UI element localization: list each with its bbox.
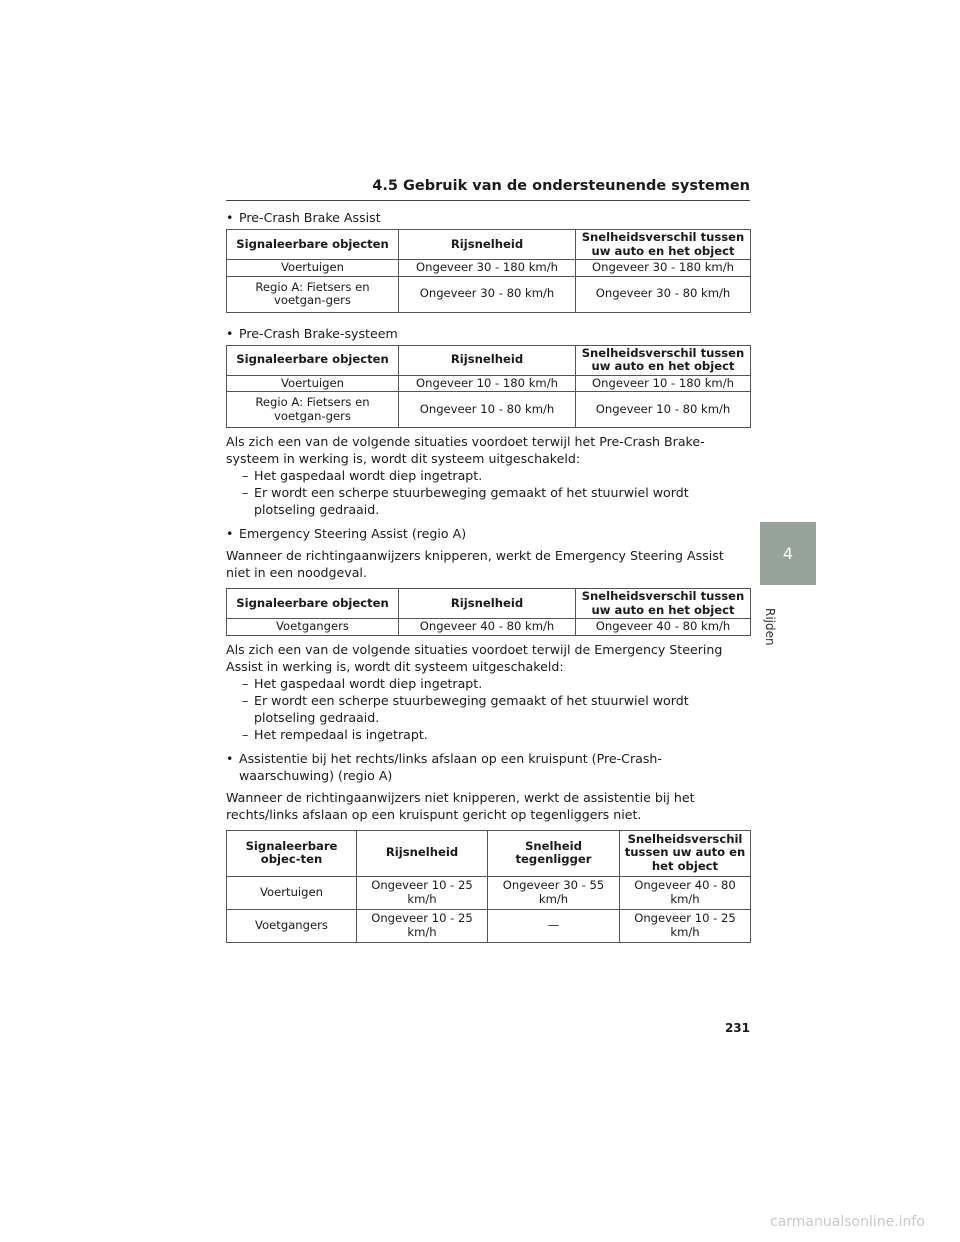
bullet-afslaan-assistentie: • Assistentie bij het rechts/links afslaan op een kruispunt (Pre-Crash-waarschuwing) (regio A) — [226, 750, 750, 784]
dash-mark: – — [242, 692, 249, 708]
table-header: Signaleerbare objecten — [227, 589, 399, 619]
table-cell: Ongeveer 30 - 80 km/h — [576, 276, 751, 312]
table-row — [227, 276, 751, 312]
table-header: Rijsnelheid — [399, 589, 576, 619]
table-cell: Voertuigen — [227, 876, 357, 909]
bullet-pre-crash-brake-systeem: • Pre-Crash Brake-systeem — [226, 325, 750, 342]
bullet-emergency-steering-assist: • Emergency Steering Assist (regio A) — [226, 525, 750, 542]
table-header-row — [227, 230, 751, 260]
table-header: Snelheidsverschil tussen uw auto en het object — [576, 230, 751, 260]
dash-item: – Er wordt een scherpe stuurbeweging gemaakt of het stuurwiel wordt plotseling gedraaid. — [242, 692, 689, 725]
table-cell: Ongeveer 10 - 180 km/h — [399, 375, 576, 392]
paragraph: Als zich een van de volgende situaties voordoet terwijl het Pre-Crash Brake-systeem in werking is, wordt dit systeem uitgeschakeld: — [226, 434, 705, 466]
dash-item: – Er wordt een scherpe stuurbeweging gemaakt of het stuurwiel wordt plotseling gedraaid. — [242, 485, 689, 517]
spec-table-1 — [226, 229, 751, 313]
table-cell: Voetgangers — [227, 619, 399, 636]
table-cell: Regio A: Fietsers en voetgan-gers — [227, 392, 399, 428]
paragraph: Wanneer de richtingaanwijzers knipperen, werkt de Emergency Steering Assist niet in een noodgeval. — [226, 548, 724, 580]
watermark: carmanualsonline.info — [770, 1214, 925, 1230]
paragraph: Als zich een van de volgende situaties voordoet terwijl de Emergency Steering Assist in werking is, wordt dit systeem uitgeschakeld: — [226, 641, 723, 674]
section-title: 4.5 Gebruik van de ondersteunende systemen — [372, 178, 750, 194]
dash-item: – Het rempedaal is ingetrapt. — [242, 726, 428, 742]
paragraph: Wanneer de richtingaanwijzers niet knipperen, werkt de assistentie bij het rechts/links afslaan op een kruispunt gericht op tegenliggers niet. — [226, 789, 695, 822]
table-cell: Voertuigen — [227, 260, 399, 277]
table-row — [227, 619, 751, 636]
table-cell: Ongeveer 40 - 80 km/h — [399, 619, 576, 636]
chapter-label: Rijden — [763, 608, 777, 646]
table-header: Rijsnelheid — [399, 230, 576, 260]
table-cell: Ongeveer 10 - 25 km/h — [620, 909, 751, 942]
chapter-number: 4 — [782, 544, 794, 563]
table-cell: Ongeveer 10 - 25 km/h — [357, 909, 488, 942]
table-cell: Voetgangers — [227, 909, 357, 942]
table-cell: Ongeveer 30 - 80 km/h — [399, 276, 576, 312]
table-header-row — [227, 589, 751, 619]
dash-mark: – — [242, 485, 249, 500]
table-header-row — [227, 830, 751, 876]
table-row — [227, 392, 751, 428]
table-row — [227, 876, 751, 909]
table-cell: Ongeveer 10 - 80 km/h — [576, 392, 751, 428]
table-cell: Voertuigen — [227, 375, 399, 392]
table-header: Snelheidsverschil tussen uw auto en het object — [576, 345, 751, 375]
bullet-pre-crash-brake-assist: • Pre-Crash Brake Assist — [226, 209, 750, 226]
table-cell: — — [488, 909, 620, 942]
table-header: Snelheidsverschil tussen uw auto en het object — [620, 830, 751, 876]
table-header: Signaleerbare objecten — [227, 230, 399, 260]
table-header: Rijsnelheid — [399, 345, 576, 375]
table-header: Signaleerbare objecten — [227, 345, 399, 375]
spec-table-3 — [226, 588, 751, 636]
table-header: Signaleerbare objec-ten — [227, 830, 357, 876]
table-cell: Ongeveer 40 - 80 km/h — [576, 619, 751, 636]
table-row — [227, 375, 751, 392]
table-row — [227, 909, 751, 942]
page-header — [226, 178, 750, 201]
table-header: Snelheidsverschil tussen uw auto en het object — [576, 589, 751, 619]
dash-item: – Het gaspedaal wordt diep ingetrapt. — [242, 675, 483, 691]
table-header: Snelheid tegenligger — [488, 830, 620, 876]
table-cell: Regio A: Fietsers en voetgan-gers — [227, 276, 399, 312]
dash-mark: – — [242, 675, 249, 691]
table-row — [227, 260, 751, 277]
page-content — [226, 207, 750, 955]
table-cell: Ongeveer 30 - 180 km/h — [399, 260, 576, 277]
table-cell: Ongeveer 30 - 55 km/h — [488, 876, 620, 909]
dash-item: – Het gaspedaal wordt diep ingetrapt. — [242, 468, 483, 483]
chapter-tab — [760, 522, 816, 585]
table-cell: Ongeveer 30 - 180 km/h — [576, 260, 751, 277]
dash-mark: – — [242, 468, 249, 483]
table-cell: Ongeveer 10 - 25 km/h — [357, 876, 488, 909]
table-cell: Ongeveer 10 - 180 km/h — [576, 375, 751, 392]
spec-table-2 — [226, 345, 751, 429]
table-header-row — [227, 345, 751, 375]
page-number: 231 — [724, 1021, 750, 1035]
spec-table-4 — [226, 830, 751, 943]
dash-mark: – — [242, 726, 249, 742]
table-cell: Ongeveer 40 - 80 km/h — [620, 876, 751, 909]
table-cell: Ongeveer 10 - 80 km/h — [399, 392, 576, 428]
table-header: Rijsnelheid — [357, 830, 488, 876]
